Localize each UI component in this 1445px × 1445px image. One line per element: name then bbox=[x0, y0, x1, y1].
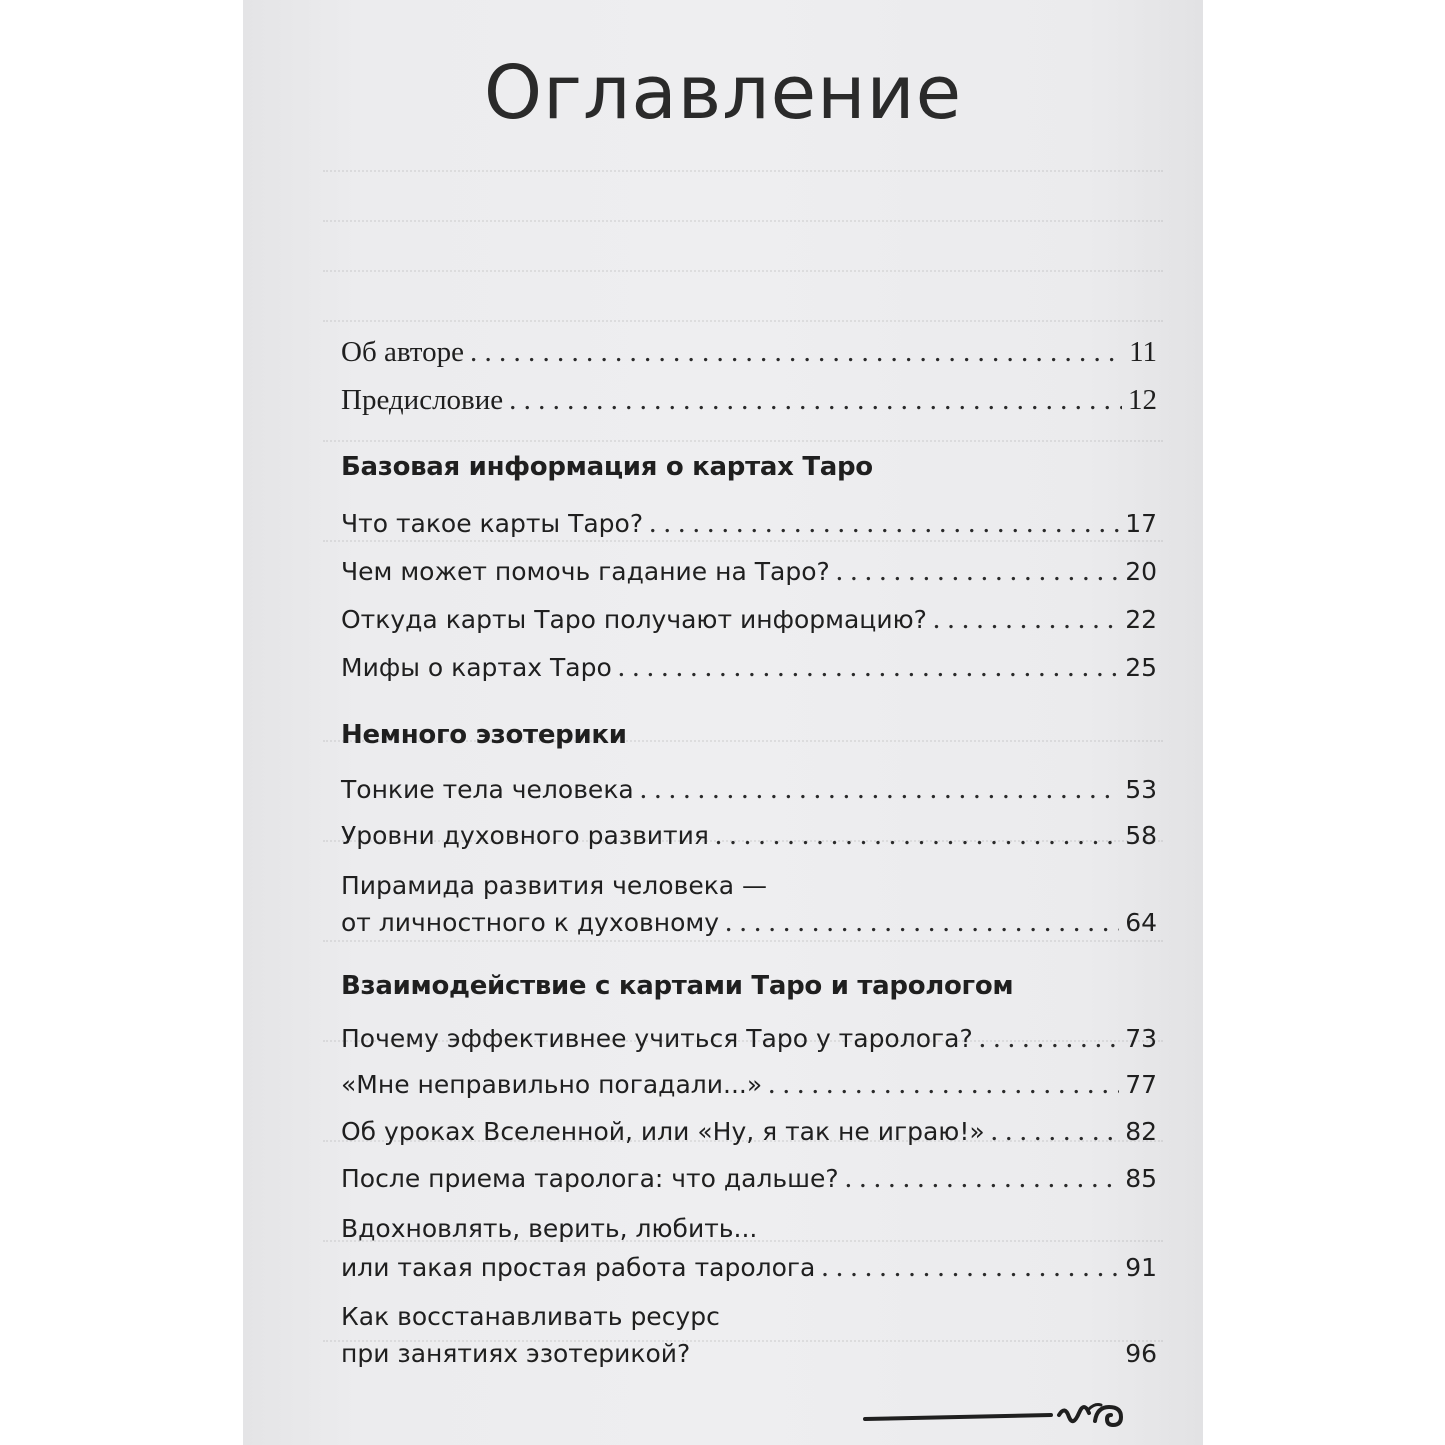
toc-entry[interactable] bbox=[341, 771, 1157, 808]
toc-leader-dots bbox=[649, 505, 1119, 541]
toc-entry-title-line2: от личностного к духовному bbox=[341, 908, 720, 937]
toc-leader-dots bbox=[618, 649, 1119, 685]
toc-entry-page: 12 bbox=[1128, 384, 1157, 416]
toc-entry-title: Что такое карты Таро? bbox=[341, 509, 644, 538]
toc-leader-dots bbox=[979, 1020, 1119, 1056]
toc-entry-page: 82 bbox=[1125, 1117, 1157, 1146]
toc-entry[interactable] bbox=[341, 382, 1157, 418]
toc-entry-title: Мифы о картах Таро bbox=[341, 653, 612, 682]
toc-entry-title: Об авторе bbox=[341, 336, 464, 368]
toc-entry-page: 53 bbox=[1125, 775, 1157, 804]
toc-entry[interactable] bbox=[341, 649, 1157, 686]
toc-leader-dots bbox=[845, 1160, 1120, 1196]
section-heading: Немного эзотерики bbox=[341, 720, 627, 750]
toc-entry-title-line1[interactable]: Пирамида развития человека — bbox=[341, 871, 768, 900]
toc-entry-page: 91 bbox=[1125, 1253, 1157, 1282]
book-page bbox=[243, 0, 1203, 1445]
toc-entry-title: Чем может помочь гадание на Таро? bbox=[341, 557, 830, 586]
toc-entry-title: Тонкие тела человека bbox=[341, 775, 634, 804]
page-title: Оглавление bbox=[483, 50, 963, 136]
toc-entry[interactable] bbox=[341, 334, 1157, 370]
toc-entry-page: 96 bbox=[1125, 1339, 1157, 1368]
toc-entry-page: 85 bbox=[1125, 1164, 1157, 1193]
section-heading: Взаимодействие с картами Таро и тарологом bbox=[341, 971, 1014, 1001]
toc-entry[interactable] bbox=[341, 505, 1157, 542]
toc-leader-dots bbox=[991, 1113, 1120, 1149]
toc-entry-title: Откуда карты Таро получают информацию? bbox=[341, 605, 927, 634]
toc-leader-dots bbox=[470, 334, 1123, 370]
toc-entry[interactable] bbox=[341, 1160, 1157, 1197]
toc-entry-title: «Мне неправильно погадали...» bbox=[341, 1070, 763, 1099]
toc-leader-dots bbox=[640, 771, 1119, 807]
section-heading: Базовая информация о картах Таро bbox=[341, 452, 873, 482]
toc-entry[interactable] bbox=[341, 1335, 1157, 1372]
toc-leader-dots bbox=[933, 601, 1119, 637]
toc-entry-title: Предисловие bbox=[341, 384, 504, 416]
toc-entry-title: Об уроках Вселенной, или «Ну, я так не играю!» bbox=[341, 1117, 985, 1146]
toc-leader-dots bbox=[768, 1066, 1119, 1102]
toc-entry-page: 11 bbox=[1129, 336, 1157, 368]
toc-leader-dots bbox=[725, 904, 1119, 940]
toc-entry[interactable] bbox=[341, 817, 1157, 854]
toc-entry-page: 58 bbox=[1125, 821, 1157, 850]
toc-entry-title-line1[interactable]: Как восстанавливать ресурс bbox=[341, 1302, 720, 1331]
toc-entry-page: 22 bbox=[1125, 605, 1157, 634]
toc-leader-dots bbox=[715, 817, 1119, 853]
toc-entry-title-line2: или такая простая работа таролога bbox=[341, 1253, 816, 1282]
toc-entry[interactable] bbox=[341, 1020, 1157, 1057]
toc-entry-page: 25 bbox=[1125, 653, 1157, 682]
toc-entry-page: 73 bbox=[1125, 1024, 1157, 1053]
toc-entry[interactable] bbox=[341, 1249, 1157, 1286]
toc-entry-page: 64 bbox=[1125, 908, 1157, 937]
toc-entry-title: После приема таролога: что дальше? bbox=[341, 1164, 839, 1193]
toc-entry[interactable] bbox=[341, 904, 1157, 941]
toc-entry[interactable] bbox=[341, 1066, 1157, 1103]
toc-entry-page: 20 bbox=[1125, 557, 1157, 586]
toc-entry-title-line1[interactable]: Вдохновлять, верить, любить... bbox=[341, 1214, 758, 1243]
toc-leader-dots bbox=[836, 553, 1119, 589]
toc-entry-title: Почему эффективнее учиться Таро у таролога? bbox=[341, 1024, 973, 1053]
toc-entry-title-line2: при занятиях эзотерикой? bbox=[341, 1339, 691, 1368]
toc-entry-page: 17 bbox=[1125, 509, 1157, 538]
toc-leader-dots bbox=[821, 1249, 1119, 1285]
toc-entry-page: 77 bbox=[1125, 1070, 1157, 1099]
toc-entry[interactable] bbox=[341, 1113, 1157, 1150]
toc-entry[interactable] bbox=[341, 553, 1157, 590]
toc-entry[interactable] bbox=[341, 601, 1157, 638]
flourish-ornament-icon bbox=[863, 1395, 1163, 1435]
toc-leader-dots bbox=[509, 382, 1122, 418]
toc-entry-title: Уровни духовного развития bbox=[341, 821, 709, 850]
